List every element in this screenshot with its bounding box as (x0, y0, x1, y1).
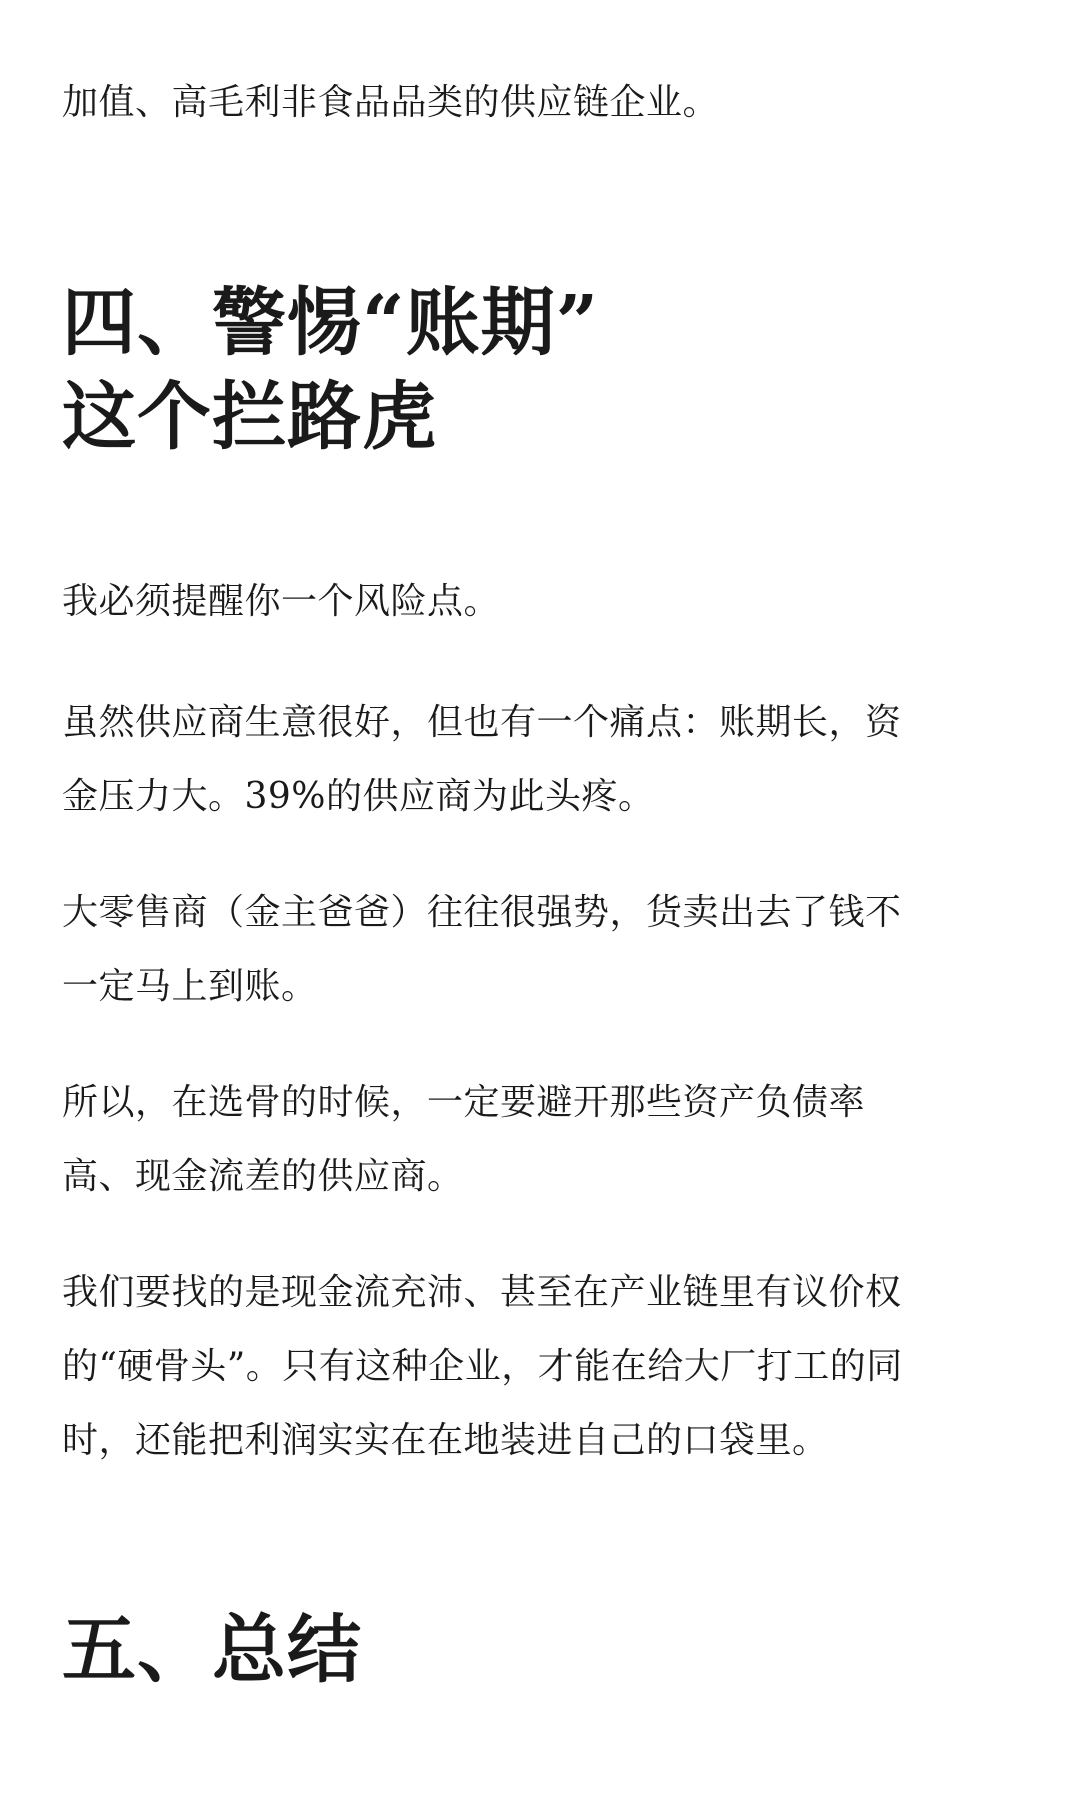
paragraph-retailer-power (62, 876, 902, 1024)
paragraph-line: 虽然供应商生意很好，但也有一个痛点：账期长，资 (62, 702, 902, 743)
paragraph-line: 一定马上到账。 (62, 966, 318, 1007)
section-4-heading (62, 276, 599, 464)
paragraph-line: 我们要找的是现金流充沛、甚至在产业链里有议价权 (62, 1272, 902, 1313)
paragraph-line: 我必须提醒你一个风险点。 (62, 581, 501, 622)
lead-line: 加值、高毛利非食品品类的供应链企业。 (62, 82, 720, 123)
paragraph-line: 所以，在选骨的时候，一定要避开那些资产负债率 (62, 1082, 866, 1123)
paragraph-line: 高、现金流差的供应商。 (62, 1156, 464, 1197)
paragraph-avoid-suppliers (62, 1066, 865, 1214)
section-5-heading (62, 1603, 362, 1697)
paragraph-line: 金压力大。39%的供应商为此头疼。 (62, 776, 655, 817)
paragraph-risk-warning (62, 565, 500, 639)
section-5-heading-line: 五、总结 (62, 1607, 362, 1693)
paragraph-line: 时，还能把利润实实在在地装进自己的口袋里。 (62, 1420, 829, 1461)
paragraph-line: 大零售商（金主爸爸）往往很强势，货卖出去了钱不 (62, 892, 902, 933)
lead-paragraph (62, 66, 719, 140)
paragraph-payment-terms (62, 686, 902, 834)
section-4-heading-line-2: 这个拦路虎 (62, 374, 437, 460)
section-4-heading-line-1: 四、警惕“账期” (62, 280, 600, 366)
paragraph-line: 的“硬骨头”。只有这种企业，才能在给大厂打工的同 (62, 1346, 903, 1387)
paragraph-hard-bone (62, 1256, 903, 1478)
